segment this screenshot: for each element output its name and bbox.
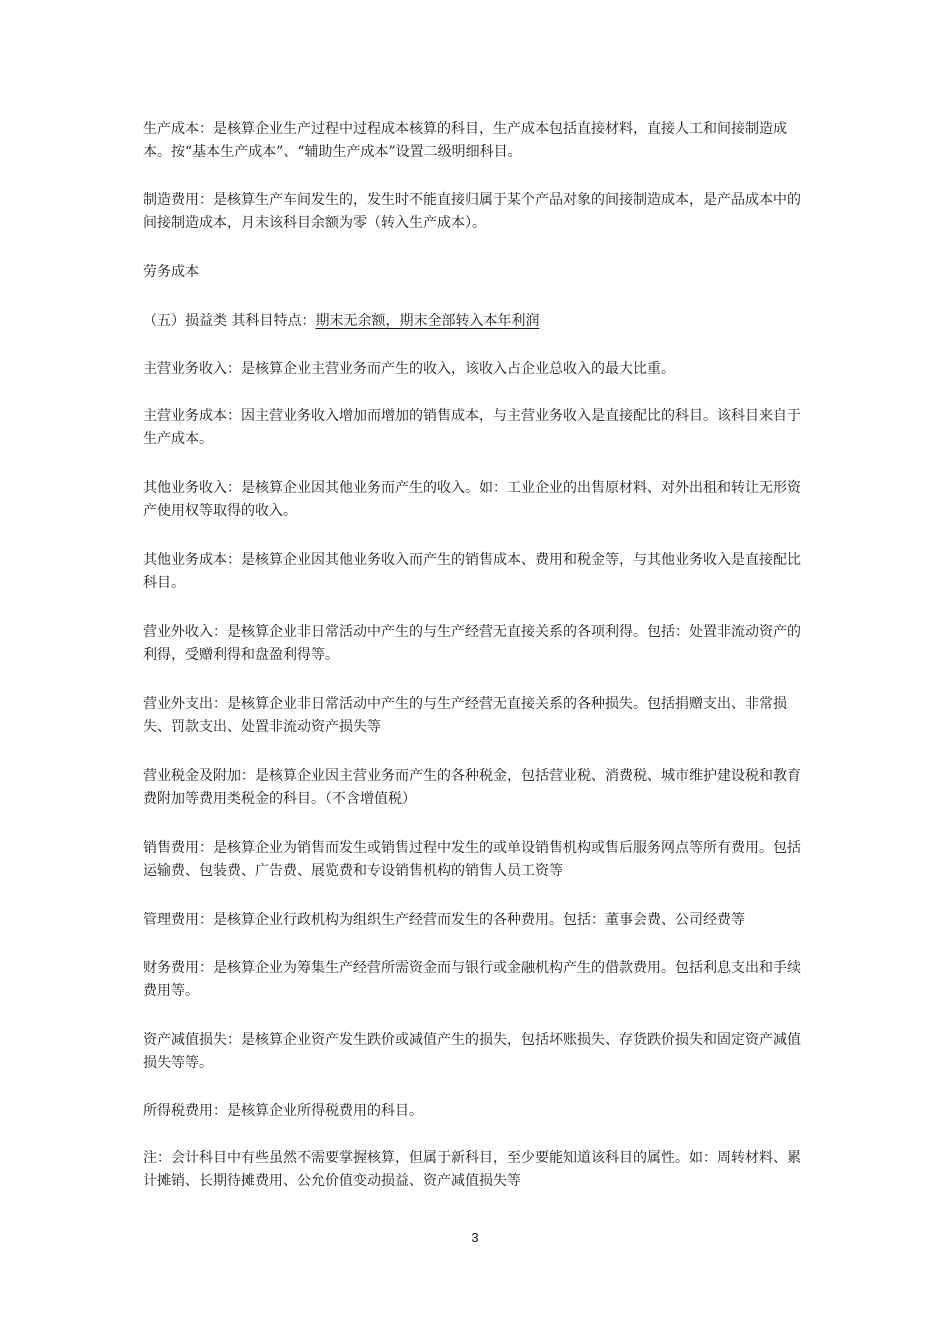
paragraph-production-cost: 生产成本：是核算企业生产过程中过程成本核算的科目，生产成本包括直接材料，直接人工和间接制造成本。按“基本生产成本”、“辅助生产成本”设置二级明细科目。 xyxy=(143,121,787,160)
paragraph-other-revenue: 其他业务收入：是核算企业因其他业务而产生的收入。如：工业企业的出售原材料、对外出租和转让无形资产使用权等取得的收入。 xyxy=(143,480,801,519)
paragraph-selling-expense: 销售费用：是核算企业为销售而发生或销售过程中发生的或单设销售机构或售后服务网点等所有费用。包括运输费、包装费、广告费、展览费和专设销售机构的销售人员工资等 xyxy=(143,840,801,879)
paragraph-business-tax: 营业税金及附加：是核算企业因主营业务而产生的各种税金，包括营业税、消费税、城市维护建设税和教育费附加等费用类税金的科目。（不含增值税） xyxy=(143,768,801,807)
page-number: 3 xyxy=(471,1230,479,1245)
paragraph-manufacturing-overhead: 制造费用：是核算生产车间发生的，发生时不能直接归属于某个产品对象的间接制造成本，是产品成本中的间接制造成本，月末该科目余额为零（转入生产成本）。 xyxy=(143,192,801,231)
paragraph-finance-expense: 财务费用：是核算企业为筹集生产经营所需资金而与银行或金融机构产生的借款费用。包括利息支出和手续费用等。 xyxy=(143,960,801,999)
paragraph-note: 注：会计科目中有些虽然不需要掌握核算，但属于新科目，至少要能知道该科目的属性。如：周转材料、累计摊销、长期待摊费用、公允价值变动损益、资产减值损失等 xyxy=(143,1150,801,1189)
paragraph-income-tax: 所得税费用：是核算企业所得税费用的科目。 xyxy=(143,1103,423,1119)
paragraph-other-cost: 其他业务成本：是核算企业因其他业务收入而产生的销售成本、费用和税金等，与其他业务收入是直接配比科目。 xyxy=(143,552,801,591)
profit-loss-heading-text: （五）损益类 其科目特点： xyxy=(143,313,316,329)
paragraph-non-operating-income: 营业外收入：是核算企业非日常活动中产生的与生产经营无直接关系的各项利得。包括：处置非流动资产的利得，受赠利得和盘盈利得等。 xyxy=(143,624,801,663)
paragraph-non-operating-expense: 营业外支出：是核算企业非日常活动中产生的与生产经营无直接关系的各种损失。包括捐赠支出、非常损失、罚款支出、处置非流动资产损失等 xyxy=(143,696,787,735)
paragraph-profit-loss-heading xyxy=(143,310,813,333)
paragraph-labor-cost: 劳务成本 xyxy=(143,264,199,280)
profit-loss-heading-underlined: 期末无余额，期末全部转入本年利润 xyxy=(315,313,540,329)
paragraph-admin-expense: 管理费用：是核算企业行政机构为组织生产经营而发生的各种费用。包括：董事会费、公司经费等 xyxy=(143,912,745,928)
paragraph-main-revenue: 主营业务收入：是核算企业主营业务而产生的收入，该收入占企业总收入的最大比重。 xyxy=(143,361,675,377)
paragraph-main-cost: 主营业务成本：因主营业务收入增加而增加的销售成本，与主营业务收入是直接配比的科目。该科目来自于生产成本。 xyxy=(143,408,801,447)
paragraph-impairment-loss: 资产减值损失：是核算企业资产发生跌价或减值产生的损失，包括坏账损失、存货跌价损失和固定资产减值损失等等。 xyxy=(143,1032,801,1071)
